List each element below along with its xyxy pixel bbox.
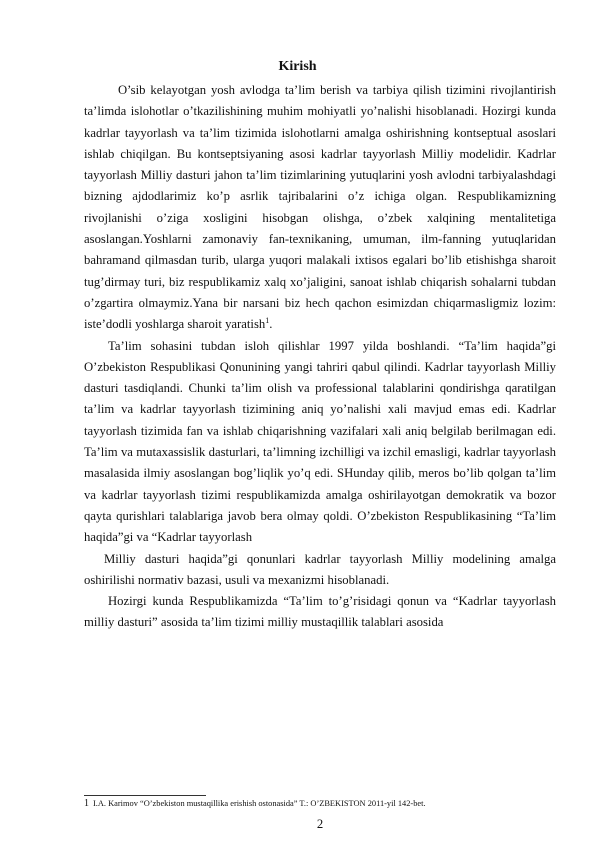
page-title: Kirish: [278, 59, 317, 74]
paragraph-1-suffix: .: [269, 317, 273, 332]
paragraph-3: Milliy dasturi haqida”gi qonunlari kadrlar tayyorlash Milliy modelining amalga oshirilishi normativ bazasi, usuli va mexanizmi hisoblanadi.: [84, 551, 556, 587]
page-number: 2: [316, 817, 324, 831]
footnote-divider: [84, 795, 206, 796]
footnote: [84, 798, 556, 810]
paragraph-1: [84, 80, 556, 336]
paragraph-2: Ta’lim sohasini tubdan isloh qilishlar 1997 yilda boshlandi. “Ta’lim haqida”gi O’zbekiston Respublikasi Qonunining yangi tahriri qabul qilindi. Kadrlar tayyorlash Milliy dasturi tasdiqlandi. Chunki ta’lim olish va professional talablarini qondirishga qaratilgan ta’lim va kadrlar tayyorlash tizimining aniq yo’nalishi xali mavjud emas edi. Kadrlar tayyorlash tizimida fan va ishlab chiqarishning vazifalari xali aniq belgilab berilmagan edi. Ta’lim va mutaxassislik dasturlari, ta’limning izchilligi va izchil emasligi, kadrlar tayyorlash masalasida ilmiy asoslangan bog’liqlik yo’q edi. SHunday qilib, meros bo’lib qolgan ta’lim va kadrlar tayyorlash tizimi respublikamizda amalga oshirilayotgan demokratik va bozor qayta qurishlari talablariga javob bera olmay qoldi. O’zbekiston Respublikasining “Ta’lim haqida”gi va “Kadrlar tayyorlash: [84, 338, 556, 545]
footnote-mark: 1: [84, 798, 89, 809]
paragraph-4: Hozirgi kunda Respublikamizda “Ta’lim to’g’risidagi qonun va “Kadrlar tayyorlash milliy dasturi” asosida ta’lim tizimi milliy mustaqillik talablari asosida: [84, 594, 556, 630]
body-text: [84, 80, 556, 634]
footnote-reference[interactable]: 1: [265, 316, 270, 326]
paragraph-1-text: O’sib kelayotgan yosh avlodga ta’lim berish va tarbiya qilish tizimini rivojlantirish ta’limda islohotlar o’tkazilishining muhim mohiyatli yo’nalishi hisoblanadi. Hozirgi kunda kadrlar tayyorlash va ta’lim tizimida islohotlarni amalga oshirishning kontseptual asoslari ishlab chiqilgan. Bu kontseptsiyaning asosi kadrlar tayyorlash Milliy modelidir. Kadrlar tayyorlash Milliy dasturi jahon ta’lim tizimlarining yutuqlarini yosh avlodni tarbiyalashdagi bizning ajdodlarimiz ko’p asrlik tajribalarini o’z ichiga olgan. Respublikamizning rivojlanishi o’ziga xosligini hisobgan olishga, o’zbek xalqining mentalitetiga asoslangan.Yoshlarni zamonaviy fan-texnikaning, umuman, ilm-fanning yutuqlaridan bahramand qilmasdan turib, ularga yuqori malakali ixtisos egalari bo’lib etishishga sharoit tug’dirmay turi, biz respublikamiz xalq xo’jaligini, sanoat ishlab chiqarish sohalarni tubdan o’zgartira olmaymiz.Yana bir narsani biz hech qachon esimizdan chiqarmasligmiz lozim: iste’dodli yoshlarga sharoit yaratish: [84, 83, 556, 332]
footnote-text: I.A. Karimov “O’zbekiston mustaqillika erishish ostonasida” T.: O’ZBEKISTON 2011-yil 142-bet.: [93, 799, 426, 808]
